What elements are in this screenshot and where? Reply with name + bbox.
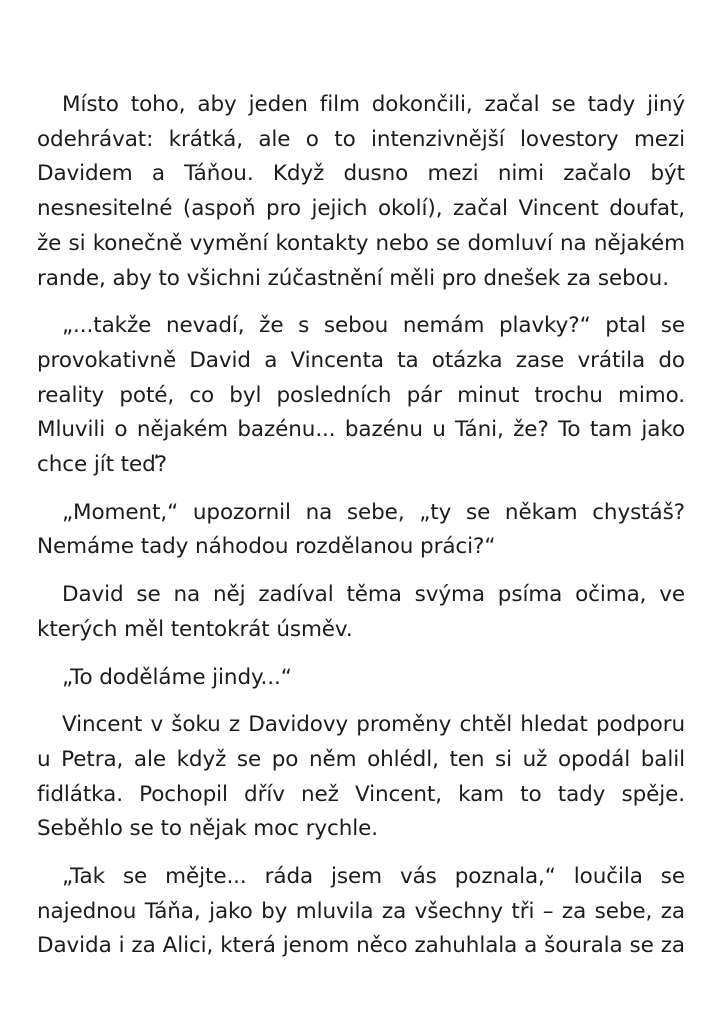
book-page [37,88,685,977]
paragraph-1: Místo toho, aby jeden film dokončili, začal se tady jiný odehrávat: krátká, ale o to intenzivnější lovestory mezi Davidem a Táňou. Když dusno mezi nimi začalo být nesnesitelné (aspoň pro jejich okolí), začal Vincent doufat, že si konečně vymění kontakty nebo se domluví na nějakém rande, aby to všichni zúčastnění měli pro dnešek za sebou. [37,92,685,291]
paragraph-4: David se na něj zadíval těma svýma psíma očima, ve kterých měl tentokrát úsměv. [37,582,685,642]
paragraph-6: Vincent v šoku z Davidovy proměny chtěl hledat podporu u Petra, ale když se po něm ohlédl, ten si už opodál balil fidlátka. Pochopil dřív než Vincent, kam to tady spěje. Seběhlo se to nějak moc rychle. [37,712,685,842]
paragraph-3: „Moment,“ upozornil na sebe, „ty se někam chystáš? Nemáme tady náhodou rozdělanou práci?“ [37,499,685,560]
paragraph-2: „...takže nevadí, že s sebou nemám plavky?“ ptal se provokativně David a Vincenta ta otázka zase vrátila do reality poté, co byl posledních pár minut trochu mimo. Mluvili o nějakém bazénu... bazénu u Táni, že? To tam jako chce jít teď? [37,313,685,478]
paragraph-7: „Tak se mějte... ráda jsem vás poznala,“ loučila se najednou Táňa, jako by mluvila za všechny tři – za sebe, za Davida i za Alici, která jenom něco zahuhlala a šourala se za [37,864,685,959]
paragraph-5: „To doděláme jindy...“ [62,664,292,690]
